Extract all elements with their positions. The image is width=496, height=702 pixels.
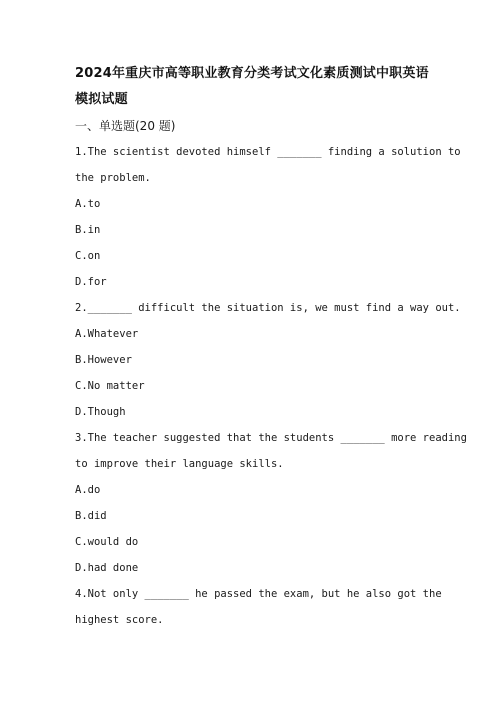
question-2-option-d: D.Though bbox=[75, 406, 126, 418]
document-title: 2024年重庆市高等职业教育分类考试文化素质测试中职英语模拟试题 bbox=[75, 66, 429, 107]
question-3-option-a: A.do bbox=[75, 484, 101, 496]
question-3-option-c: C.would do bbox=[75, 536, 139, 548]
question-1-option-a: A.to bbox=[75, 198, 101, 210]
section-heading: 一、单选题(20 题) bbox=[75, 119, 176, 133]
question-1-stem-line-1: 1.The scientist devoted himself _______ finding a solution to bbox=[75, 146, 461, 158]
question-4-stem-line-1: 4.Not only _______ he passed the exam, but he also got the bbox=[75, 588, 442, 600]
question-1-option-b: B.in bbox=[75, 224, 101, 236]
question-3-option-d: D.had done bbox=[75, 562, 139, 574]
question-1-option-d: D.for bbox=[75, 276, 107, 288]
question-1-option-c: C.on bbox=[75, 250, 101, 262]
question-2-stem-line-1: 2._______ difficult the situation is, we must find a way out. bbox=[75, 302, 461, 314]
question-2-option-c: C.No matter bbox=[75, 380, 145, 392]
question-2-option-a: A.Whatever bbox=[75, 328, 139, 340]
question-3-stem-line-2: to improve their language skills. bbox=[75, 458, 284, 470]
question-2-option-b: B.However bbox=[75, 354, 132, 366]
question-4-stem-line-2: highest score. bbox=[75, 614, 164, 626]
question-1-stem-line-2: the problem. bbox=[75, 172, 151, 184]
question-3-option-b: B.did bbox=[75, 510, 107, 522]
question-3-stem-line-1: 3.The teacher suggested that the students _______ more reading bbox=[75, 432, 467, 444]
